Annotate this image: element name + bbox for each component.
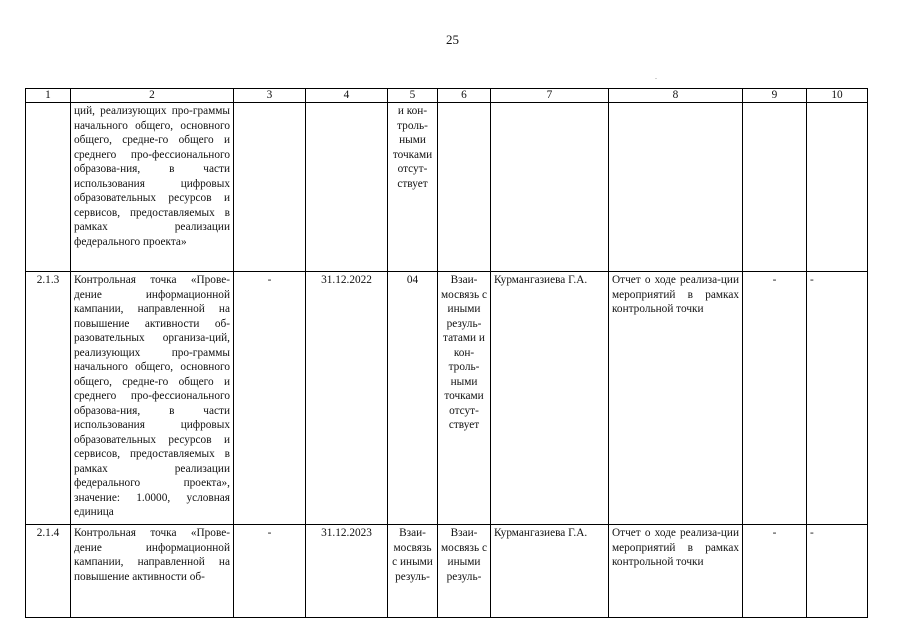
col9-value: - <box>743 272 807 525</box>
responsible <box>491 103 609 272</box>
table-row <box>26 103 868 272</box>
start-date: - <box>234 272 306 525</box>
col10-value: - <box>807 272 868 525</box>
document-type: Отчет о ходе реализа-ции мероприятий в рамках контрольной точки <box>609 272 743 525</box>
row-number: 2.1.3 <box>26 272 71 525</box>
plan-table <box>25 88 868 618</box>
header-cell-8: 8 <box>609 89 743 103</box>
event-name: Контрольная точка «Прове-дение информационной кампании, направленной на повышение активности об-разовательных организа-ций, реализующих про-граммы начального общего, основного общего, средне-го общего и среднего про-фессионального образова-ния, в части использования цифровых образовательных ресурсов и сервисов, предоставляемых в рамках реализации федерального проекта», значение: 1.0000, условная единица <box>71 272 234 525</box>
header-cell-3: 3 <box>234 89 306 103</box>
event-name: Контрольная точка «Прове-дение информационной кампании, направленной на повышение активности об- <box>71 525 234 618</box>
successor <box>438 103 491 272</box>
header-cell-6: 6 <box>438 89 491 103</box>
header-row <box>26 89 868 103</box>
page-number: 25 <box>446 32 459 47</box>
successor: Взаи-мосвязь с иными резуль-татами и кон-троль-ными точками отсут-ствует <box>438 272 491 525</box>
col10-value <box>807 103 868 272</box>
end-date: 31.12.2023 <box>306 525 388 618</box>
predecessor: Взаи-мосвязь с иными резуль- <box>388 525 438 618</box>
document-type: Отчет о ходе реализа-ции мероприятий в рамках контрольной точки <box>609 525 743 618</box>
document-type <box>609 103 743 272</box>
header-cell-7: 7 <box>491 89 609 103</box>
predecessor: и кон-троль-ными точками отсут-ствует <box>388 103 438 272</box>
header-cell-2: 2 <box>71 89 234 103</box>
col9-value <box>743 103 807 272</box>
responsible: Курмангазиева Г.А. <box>491 272 609 525</box>
col10-value: - <box>807 525 868 618</box>
responsible: Курмангазиева Г.А. <box>491 525 609 618</box>
header-cell-9: 9 <box>743 89 807 103</box>
table-row <box>26 272 868 525</box>
end-date: 31.12.2022 <box>306 272 388 525</box>
successor: Взаи-мосвязь с иными резуль- <box>438 525 491 618</box>
start-date: - <box>234 525 306 618</box>
end-date <box>306 103 388 272</box>
header-cell-1: 1 <box>26 89 71 103</box>
col9-value: - <box>743 525 807 618</box>
header-cell-5: 5 <box>388 89 438 103</box>
header-cell-10: 10 <box>807 89 868 103</box>
margin-mark: . <box>655 72 657 81</box>
event-name: ций, реализующих про-граммы начального общего, основного общего, средне-го общего и среднего про-фессионального образова-ния, в части использования цифровых образовательных ресурсов и сервисов, предоставляемых в рамках реализации федерального проекта» <box>71 103 234 272</box>
row-number: 2.1.4 <box>26 525 71 618</box>
table-row <box>26 525 868 618</box>
start-date <box>234 103 306 272</box>
row-number <box>26 103 71 272</box>
header-cell-4: 4 <box>306 89 388 103</box>
predecessor: 04 <box>388 272 438 525</box>
